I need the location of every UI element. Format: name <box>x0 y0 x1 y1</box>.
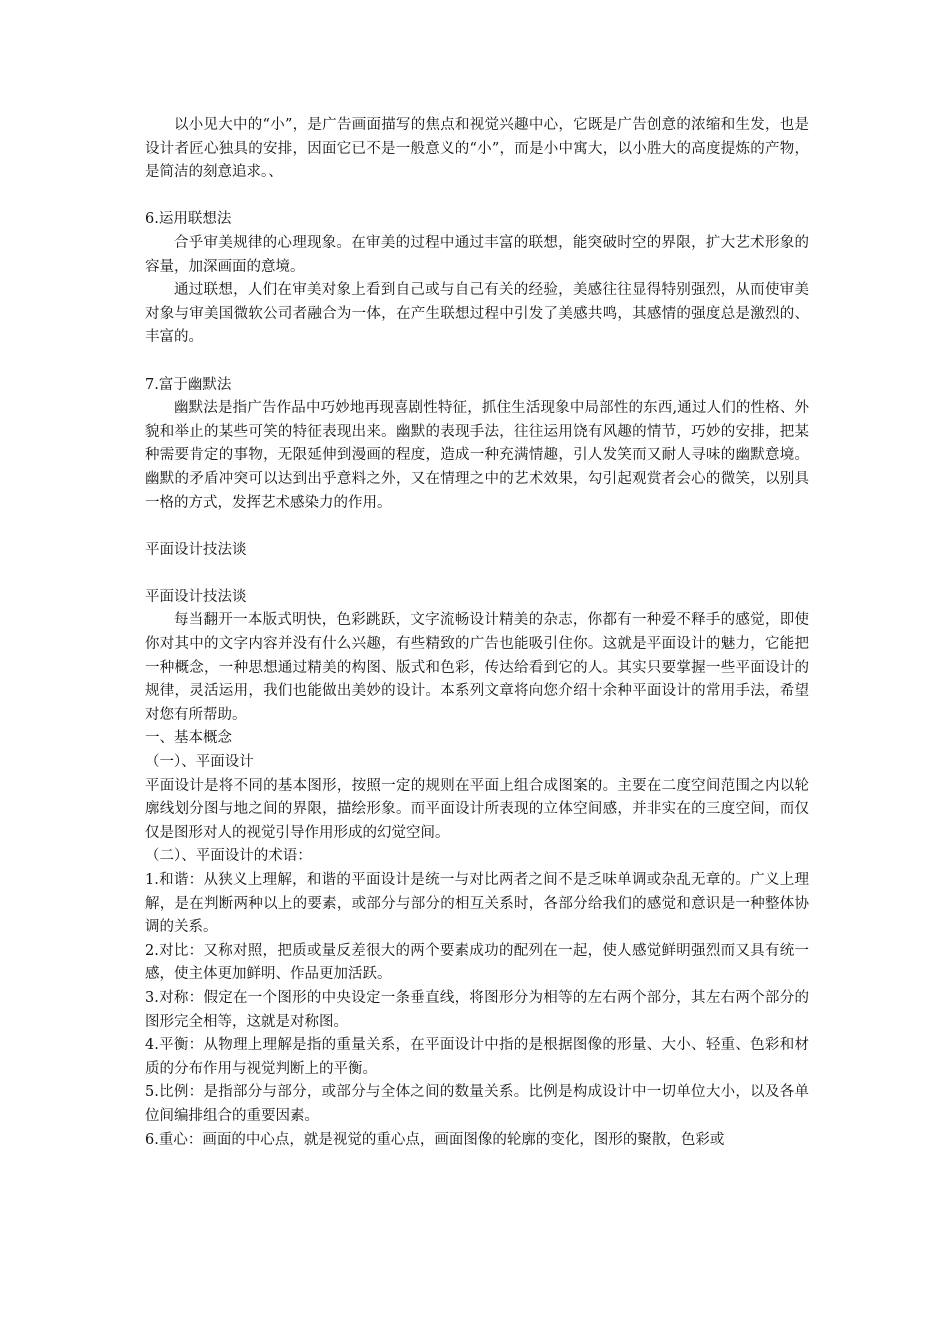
spacer <box>145 515 809 539</box>
subsection-1-text: 平面设计是将不同的基本图形，按照一定的规则在平面上组合成图案的。主要在二度空间范围之内以轮廓线划分图与地之间的界限，描绘形象。而平面设计所表现的立体空间感，并非实在的三度空间，而仅仅是图形对人的视觉引导作用形成的幻觉空间。 <box>145 777 809 841</box>
subsection-2-title: （二）、平面设计的术语： <box>145 848 312 865</box>
section-7-title: 7.富于幽默法 <box>145 376 232 393</box>
article-title-2: 平面设计技法谈 <box>145 588 247 605</box>
section-7-paragraph-1: 幽默法是指广告作品中巧妙地再现喜剧性特征，抓住生活现象中局部性的东西,通过人们的性格、外貌和举止的某些可笑的特征表现出来。幽默的表现手法，往往运用饶有风趣的情节，巧妙的安排，把某种需要肯定的事物，无限延伸到漫画的程度，造成一种充满情趣，引人发笑而又耐人寻味的幽默意境。幽默的矛盾冲突可以达到出乎意料之外，又在情理之中的艺术效果，勾引起观赏者会心的微笑，以别具一格的方式，发挥艺术感染力的作用。 <box>145 400 809 511</box>
spacer <box>145 562 809 586</box>
term-harmony: 1.和谐：从狭义上理解，和谐的平面设计是统一与对比两者之间不是乏味单调或杂乱无章的。广义上理解，是在判断两种以上的要素，或部分与部分的相互关系时，各部分给我们的感觉和意识是一种整体协调的关系。 <box>145 872 809 936</box>
term-proportion: 5.比例：是指部分与部分，或部分与全体之间的数量关系。比例是构成设计中一切单位大小，以及各单位间编排组合的重要因素。 <box>145 1084 809 1124</box>
document-page <box>145 114 809 1152</box>
article-intro: 每当翻开一本版式明快，色彩跳跃，文字流畅设计精美的杂志，你都有一种爱不释手的感觉，即使你对其中的文字内容并没有什么兴趣，有些精致的广告也能吸引住你。这就是平面设计的魅力，它能把一种概念，一种思想通过精美的构图、版式和色彩，传达给看到它的人。其实只要掌握一些平面设计的规律，灵活运用，我们也能做出美妙的设计。本系列文章将向您介绍十余种平面设计的常用手法，希望对您有所帮助。 <box>145 612 809 723</box>
term-balance: 4.平衡：从物理上理解是指的重量关系，在平面设计中指的是根据图像的形量、大小、轻重、色彩和材质的分布作用与视觉判断上的平衡。 <box>145 1037 809 1077</box>
term-symmetry: 3.对称：假定在一个图形的中央设定一条垂直线，将图形分为相等的左右两个部分，其左右两个部分的图形完全相等，这就是对称图。 <box>145 989 809 1030</box>
basic-concepts-title: 一、基本概念 <box>145 730 232 747</box>
spacer <box>145 185 809 209</box>
section-6-paragraph-1: 合乎审美规律的心理现象。在审美的过程中通过丰富的联想，能突破时空的界限，扩大艺术形象的容量，加深画面的意境。 <box>145 234 809 275</box>
spacer <box>145 350 809 374</box>
term-contrast: 2.对比：又称对照，把质或量反差很大的两个要素成功的配列在一起，使人感觉鲜明强烈而又具有统一感，使主体更加鲜明、作品更加活跃。 <box>145 942 809 983</box>
article-title-1: 平面设计技法谈 <box>145 541 247 558</box>
section-6-title: 6.运用联想法 <box>145 211 232 228</box>
section-6-paragraph-2: 通过联想，人们在审美对象上看到自己或与自己有关的经验，美感往往显得特别强烈，从而使审美对象与审美国微软公司者融合为一体，在产生联想过程中引发了美感共鸣，其感情的强度总是激烈的、丰富的。 <box>145 282 809 346</box>
subsection-1-title: （一）、平面设计 <box>145 754 254 771</box>
intro-paragraph: 以小见大中的“小”，是广告画面描写的焦点和视觉兴趣中心，它既是广告创意的浓缩和生发，也是设计者匠心独具的安排，因面它已不是一般意义的“小”，而是小中寓大，以小胜大的高度提炼的产物，是简洁的刻意追求。、 <box>145 117 809 181</box>
term-center-of-gravity: 6.重心：画面的中心点，就是视觉的重心点，画面图像的轮廓的变化，图形的聚散，色彩或 <box>145 1131 725 1148</box>
